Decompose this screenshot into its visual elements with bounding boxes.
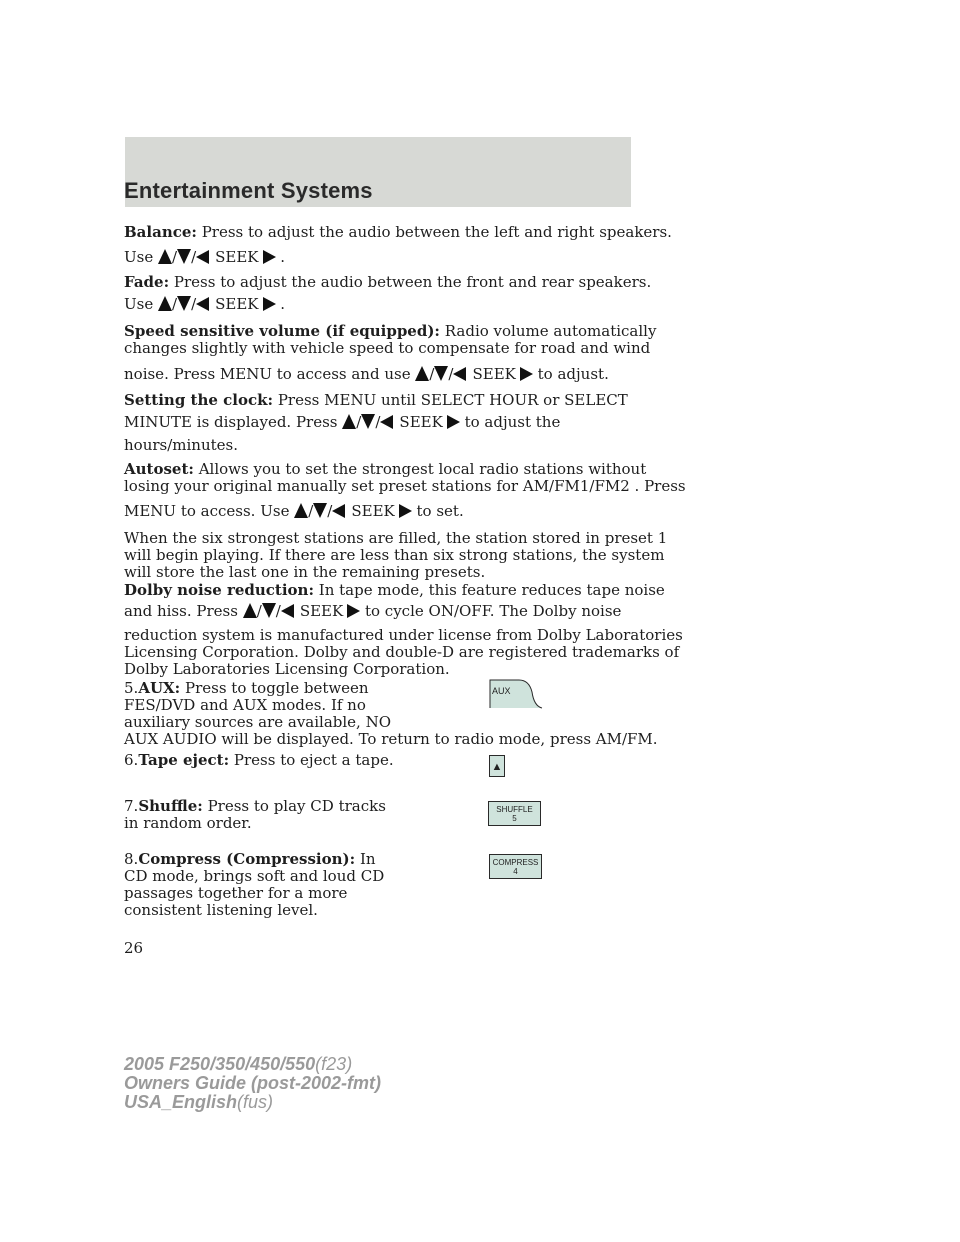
slash: / [356,413,362,431]
speed-line3: noise. Press MENU to access and use [124,365,411,383]
end-text: to adjust the [464,413,561,431]
balance-label: Balance: [124,223,197,241]
slash: / [191,295,197,313]
seek-label: SEEK [215,295,259,313]
shuffle-label: Shuffle: [138,797,203,815]
autoset-line1: Allows you to set the strongest local radio stations without [198,460,647,478]
aux-button-illustration [489,679,543,709]
up-arrow-icon [294,503,308,518]
fade-controls [124,296,644,313]
speed-line2: changes slightly with vehicle speed to compensate for road and wind [124,339,651,357]
slash: / [308,502,314,520]
dolby-line1: In tape mode, this feature reduces tape noise [318,581,665,599]
slash: / [172,248,178,266]
seek-label: SEEK [472,365,516,383]
aux-line4: AUX AUDIO will be displayed. To return to radio mode, press AM/FM. [124,730,658,748]
slash: / [256,602,262,620]
eject-text: Press to eject a tape. [233,751,394,769]
footer-guide: Owners Guide (post-2002-fmt) [124,1073,382,1093]
down-arrow-icon [177,296,191,311]
page-number: 26 [124,939,144,957]
dolby-controls [124,603,644,620]
dolby-line4: Licensing Corporation. Dolby and double-D are registered trademarks of [124,643,680,661]
section-title: Entertainment Systems [124,178,373,203]
up-arrow-icon [342,414,356,429]
presets-line2: will begin playing. If there are less than six strong stations, the system [124,546,665,564]
balance-paragraph [124,223,672,241]
end-text: to cycle ON/OFF. The Dolby noise [364,602,622,620]
compress-line4: consistent listening level. [124,901,318,919]
dolby-label: Dolby noise reduction: [124,581,315,599]
item-number: 8. [124,850,139,868]
aux-label: AUX: [138,679,181,697]
dolby-line5: Dolby Laboratories Licensing Corporation. [124,660,450,678]
eject-paragraph [124,752,644,769]
compress-button-number: 4 [513,867,518,876]
aux-paragraph [124,679,658,748]
autoset-line2: losing your original manually set preset stations for AM/FM1/FM2 . Press [124,477,686,495]
end-text: . [280,248,286,266]
speed-line1: Radio volume automatically [444,322,657,340]
footer-model-code: (f23) [315,1054,353,1074]
footer-language-code: (fus) [237,1092,274,1112]
up-arrow-icon [415,366,429,381]
slash: / [375,413,381,431]
right-arrow-icon [263,250,276,264]
seek-label: SEEK [399,413,443,431]
compress-button-label: COMPRESS [492,858,539,867]
shuffle-button-illustration [488,801,541,826]
balance-text: Press to adjust the audio between the left and right speakers. [201,223,672,241]
left-arrow-icon [196,250,209,264]
dolby-line3: reduction system is manufactured under license from Dolby Laboratories [124,626,683,644]
slash: / [448,365,454,383]
eject-icon: ▲ [489,755,505,777]
clock-line2: MINUTE is displayed. Press [124,413,338,431]
shuffle-paragraph [124,798,644,832]
item-number: 7. [124,797,139,815]
right-arrow-icon [263,297,276,311]
autoset-label: Autoset: [124,460,194,478]
compress-label: Compress (Compression): [138,850,356,868]
end-text: to adjust. [537,365,609,383]
footer [124,1055,381,1112]
left-arrow-icon [380,415,393,429]
footer-model: 2005 F250/350/450/550 [124,1054,316,1074]
down-arrow-icon [262,603,276,618]
compress-button-illustration [489,854,542,879]
aux-line3: auxiliary sources are available, NO [124,713,392,731]
shuffle-button-label: SHUFFLE [496,805,533,814]
down-arrow-icon [177,249,191,264]
dolby-line2: and hiss. Press [124,602,238,620]
clock-controls [124,414,644,431]
up-arrow-icon [243,603,257,618]
shuffle-line1: Press to play CD tracks [207,797,386,815]
autoset-controls [124,503,644,520]
aux-line2: FES/DVD and AUX modes. If no [124,696,366,714]
balance-controls [124,249,644,266]
fade-paragraph [124,273,652,291]
slash: / [191,248,197,266]
clock-line3: hours/minutes. [124,436,238,454]
left-arrow-icon [332,504,345,518]
dolby-paragraph [124,581,665,599]
slash: / [172,295,178,313]
down-arrow-icon [434,366,448,381]
right-arrow-icon [447,415,460,429]
shuffle-button-number: 5 [512,814,517,823]
eject-label: Tape eject: [138,751,230,769]
slash: / [275,602,281,620]
fade-label: Fade: [124,273,170,291]
autoset-paragraph [124,460,686,495]
footer-language: USA_English [124,1092,238,1112]
aux-line1: Press to toggle between [185,679,369,697]
item-number: 6. [124,751,139,769]
right-arrow-icon [399,504,412,518]
use-text: Use [124,295,154,313]
compress-line2: CD mode, brings soft and loud CD [124,867,385,885]
aux-button-label: AUX [492,686,511,696]
slash: / [429,365,435,383]
slash: / [327,502,333,520]
clock-paragraph [124,392,644,409]
compress-line1: In [359,850,376,868]
right-arrow-icon [347,604,360,618]
left-arrow-icon [196,297,209,311]
item-number: 5. [124,679,139,697]
down-arrow-icon [361,414,375,429]
presets-paragraph [124,529,668,581]
speed-controls [124,366,644,383]
end-text: . [280,295,286,313]
speed-label: Speed sensitive volume (if equipped): [124,322,440,340]
left-arrow-icon [453,367,466,381]
clock-line1: Press MENU until SELECT HOUR or SELECT [277,391,628,409]
end-text: to set. [416,502,464,520]
down-arrow-icon [313,503,327,518]
seek-label: SEEK [351,502,395,520]
dolby-license [124,626,683,678]
fade-text: Press to adjust the audio between the front and rear speakers. [173,273,652,291]
presets-line3: will store the last one in the remaining presets. [124,563,486,581]
clock-label: Setting the clock: [124,391,274,409]
speed-paragraph [124,322,657,357]
up-arrow-icon [158,249,172,264]
left-arrow-icon [281,604,294,618]
autoset-line3: MENU to access. Use [124,502,290,520]
compress-line3: passages together for a more [124,884,348,902]
use-text: Use [124,248,154,266]
presets-line1: When the six strongest stations are filled, the station stored in preset 1 [124,529,668,547]
right-arrow-icon [520,367,533,381]
up-arrow-icon [158,296,172,311]
compress-paragraph [124,851,644,919]
seek-label: SEEK [215,248,259,266]
seek-label: SEEK [299,602,344,620]
shuffle-line2: in random order. [124,814,252,832]
